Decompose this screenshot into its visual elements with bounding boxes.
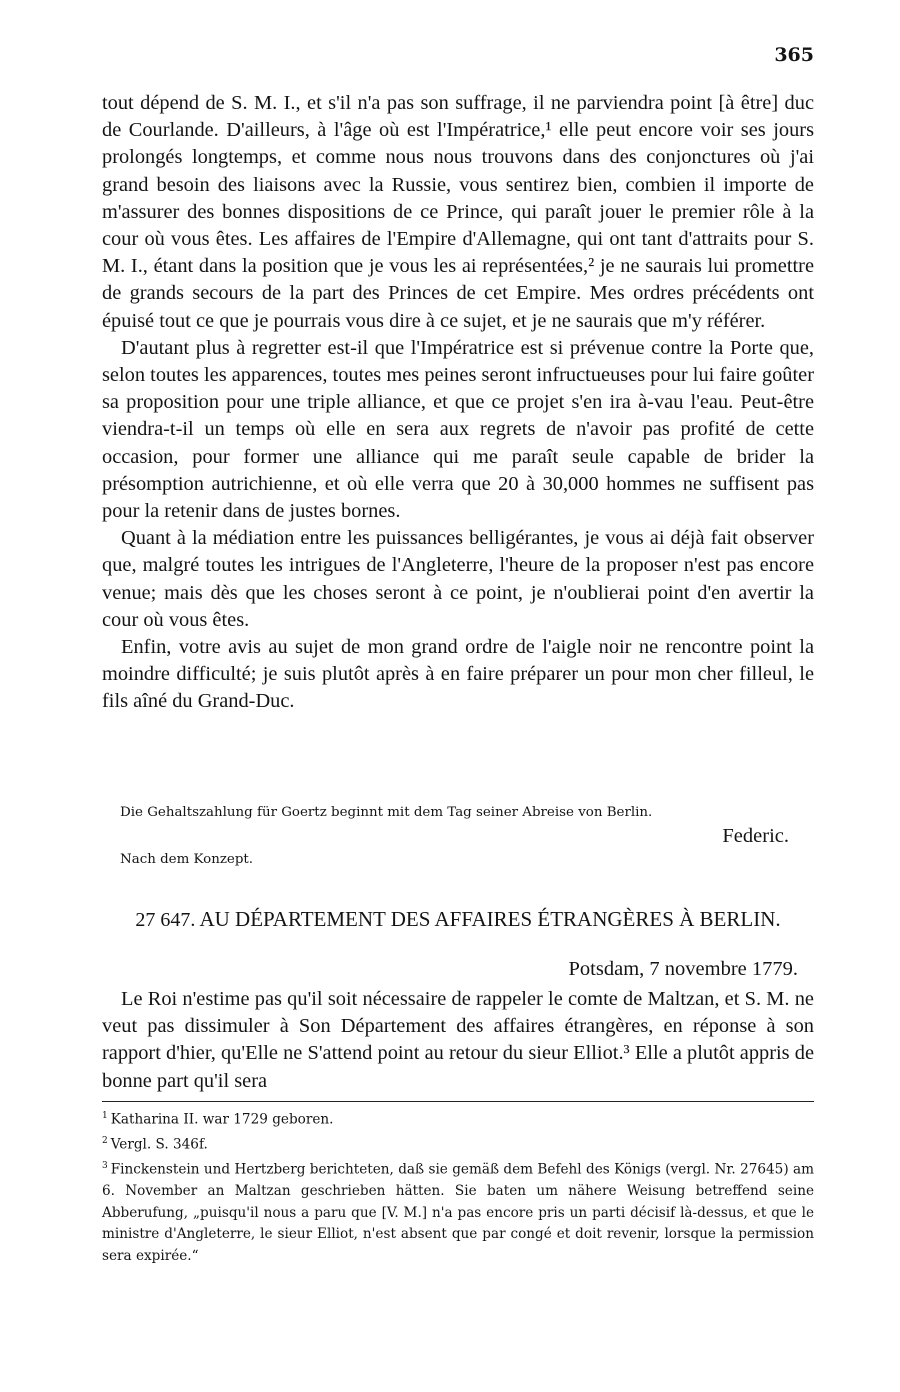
letter-body <box>102 986 814 1095</box>
footnotes <box>102 1106 814 1267</box>
letter-continuation <box>102 90 814 716</box>
paragraph: Quant à la médiation entre les puissances belligérantes, je vous ai déjà fait observer que, malgré toutes les intrigues de l'Angleterre, l'heure de la proposer n'est pas encore venue; mais dès que les choses seront à ce point, je n'oublierai point d'en avertir la cour où vous êtes. <box>102 527 814 631</box>
letter-number: 27 647. <box>135 909 196 931</box>
paragraph: Enfin, votre avis au sujet de mon grand ordre de l'aigle noir ne rencontre point la moindre difficulté; je suis plutôt après à en faire préparer un pour mon cher filleul, le fils aîné du Grand-Duc. <box>102 636 814 713</box>
signature: Federic. <box>722 825 789 847</box>
footnote-mark: 3 <box>102 1161 108 1172</box>
footnote-text: Finckenstein und Hertzberg berichteten, daß sie gemäß dem Befehl des Königs (vergl. Nr. 27645) am 6. November an Maltzan geschrieben hätten. Sie baten um nähere Weisung betreffend seine Abberufung, „puisqu'il nous a paru que [V. M.] n'a pas encore pris un parti décisif là-dessus, et que le ministre d'Angleterre, le sieur Elliot, n'est absent que par congé et doit revenir, lorsque la permission sera expirée.“ <box>102 1161 814 1264</box>
salary-note: Die Gehaltszahlung für Goertz beginnt mit dem Tag seiner Abreise von Berlin. <box>120 805 653 820</box>
paragraph: D'autant plus à regretter est-il que l'Impératrice est si prévenue contre la Porte que, selon toutes les apparences, toutes mes peines seront infructueuses pour lui faire goûter sa proposition pour une triple alliance, et que ce projet s'en ira à-vau l'eau. Peut-être viendra-t-il un temps où elle en sera aux regrets de n'avoir pas profité de cette occasion, pour former une alliance qui me paraît seule capable de brider la présomption autrichienne, et où elle verra que 20 à 30,000 hommes ne suffisent pas pour la retenir dans de justes bornes. <box>102 336 814 523</box>
footnote-mark: 2 <box>102 1136 108 1147</box>
footnote-text: Vergl. S. 346f. <box>110 1136 208 1153</box>
footnote-mark: 1 <box>102 1111 108 1121</box>
footnote <box>102 1131 814 1156</box>
dateline: Potsdam, 7 novembre 1779. <box>568 958 798 980</box>
source-note: Nach dem Konzept. <box>120 852 254 867</box>
letter-heading <box>102 906 814 934</box>
footnote <box>102 1106 814 1131</box>
footnote <box>102 1156 814 1267</box>
page-number: 365 <box>774 44 814 66</box>
paragraph: tout dépend de S. M. I., et s'il n'a pas son suffrage, il ne parviendra point [à être] duc de Courlande. D'ailleurs, à l'âge où est l'Impératrice,¹ elle peut encore voir ses jours prolongés longtemps, et comme nous nous trouvons dans des conjonctures où j'ai grand besoin des liaisons avec la Russie, vous sentirez bien, combien il importe de m'assurer des bonnes dispositions de ce Prince, qui paraît jouer le premier rôle à la cour où vous êtes. Les affaires de l'Empire d'Allemagne, qui ont tant d'attraits pour S. M. I., étant dans la position que je vous les ai représentées,² je ne saurais lui promettre de grands secours de la part des Princes de cet Empire. Mes ordres précédents ont épuisé tout ce que je pourrais vous dire à ce sujet, et je ne saurais que m'y référer. <box>102 92 814 332</box>
heading-title: AU DÉPARTEMENT DES AFFAIRES ÉTRANGÈRES À BERLIN. <box>199 907 781 931</box>
footnote-divider <box>102 1101 814 1102</box>
paragraph: Le Roi n'estime pas qu'il soit nécessaire de rappeler le comte de Maltzan, et S. M. ne veut pas dissimuler à Son Département des affaires étrangères, en réponse à son rapport d'hier, qu'Elle ne S'attend point au retour du sieur Elliot.³ Elle a plutôt appris de bonne part qu'il sera <box>102 988 814 1092</box>
footnote-text: Katharina II. war 1729 geboren. <box>110 1111 334 1128</box>
